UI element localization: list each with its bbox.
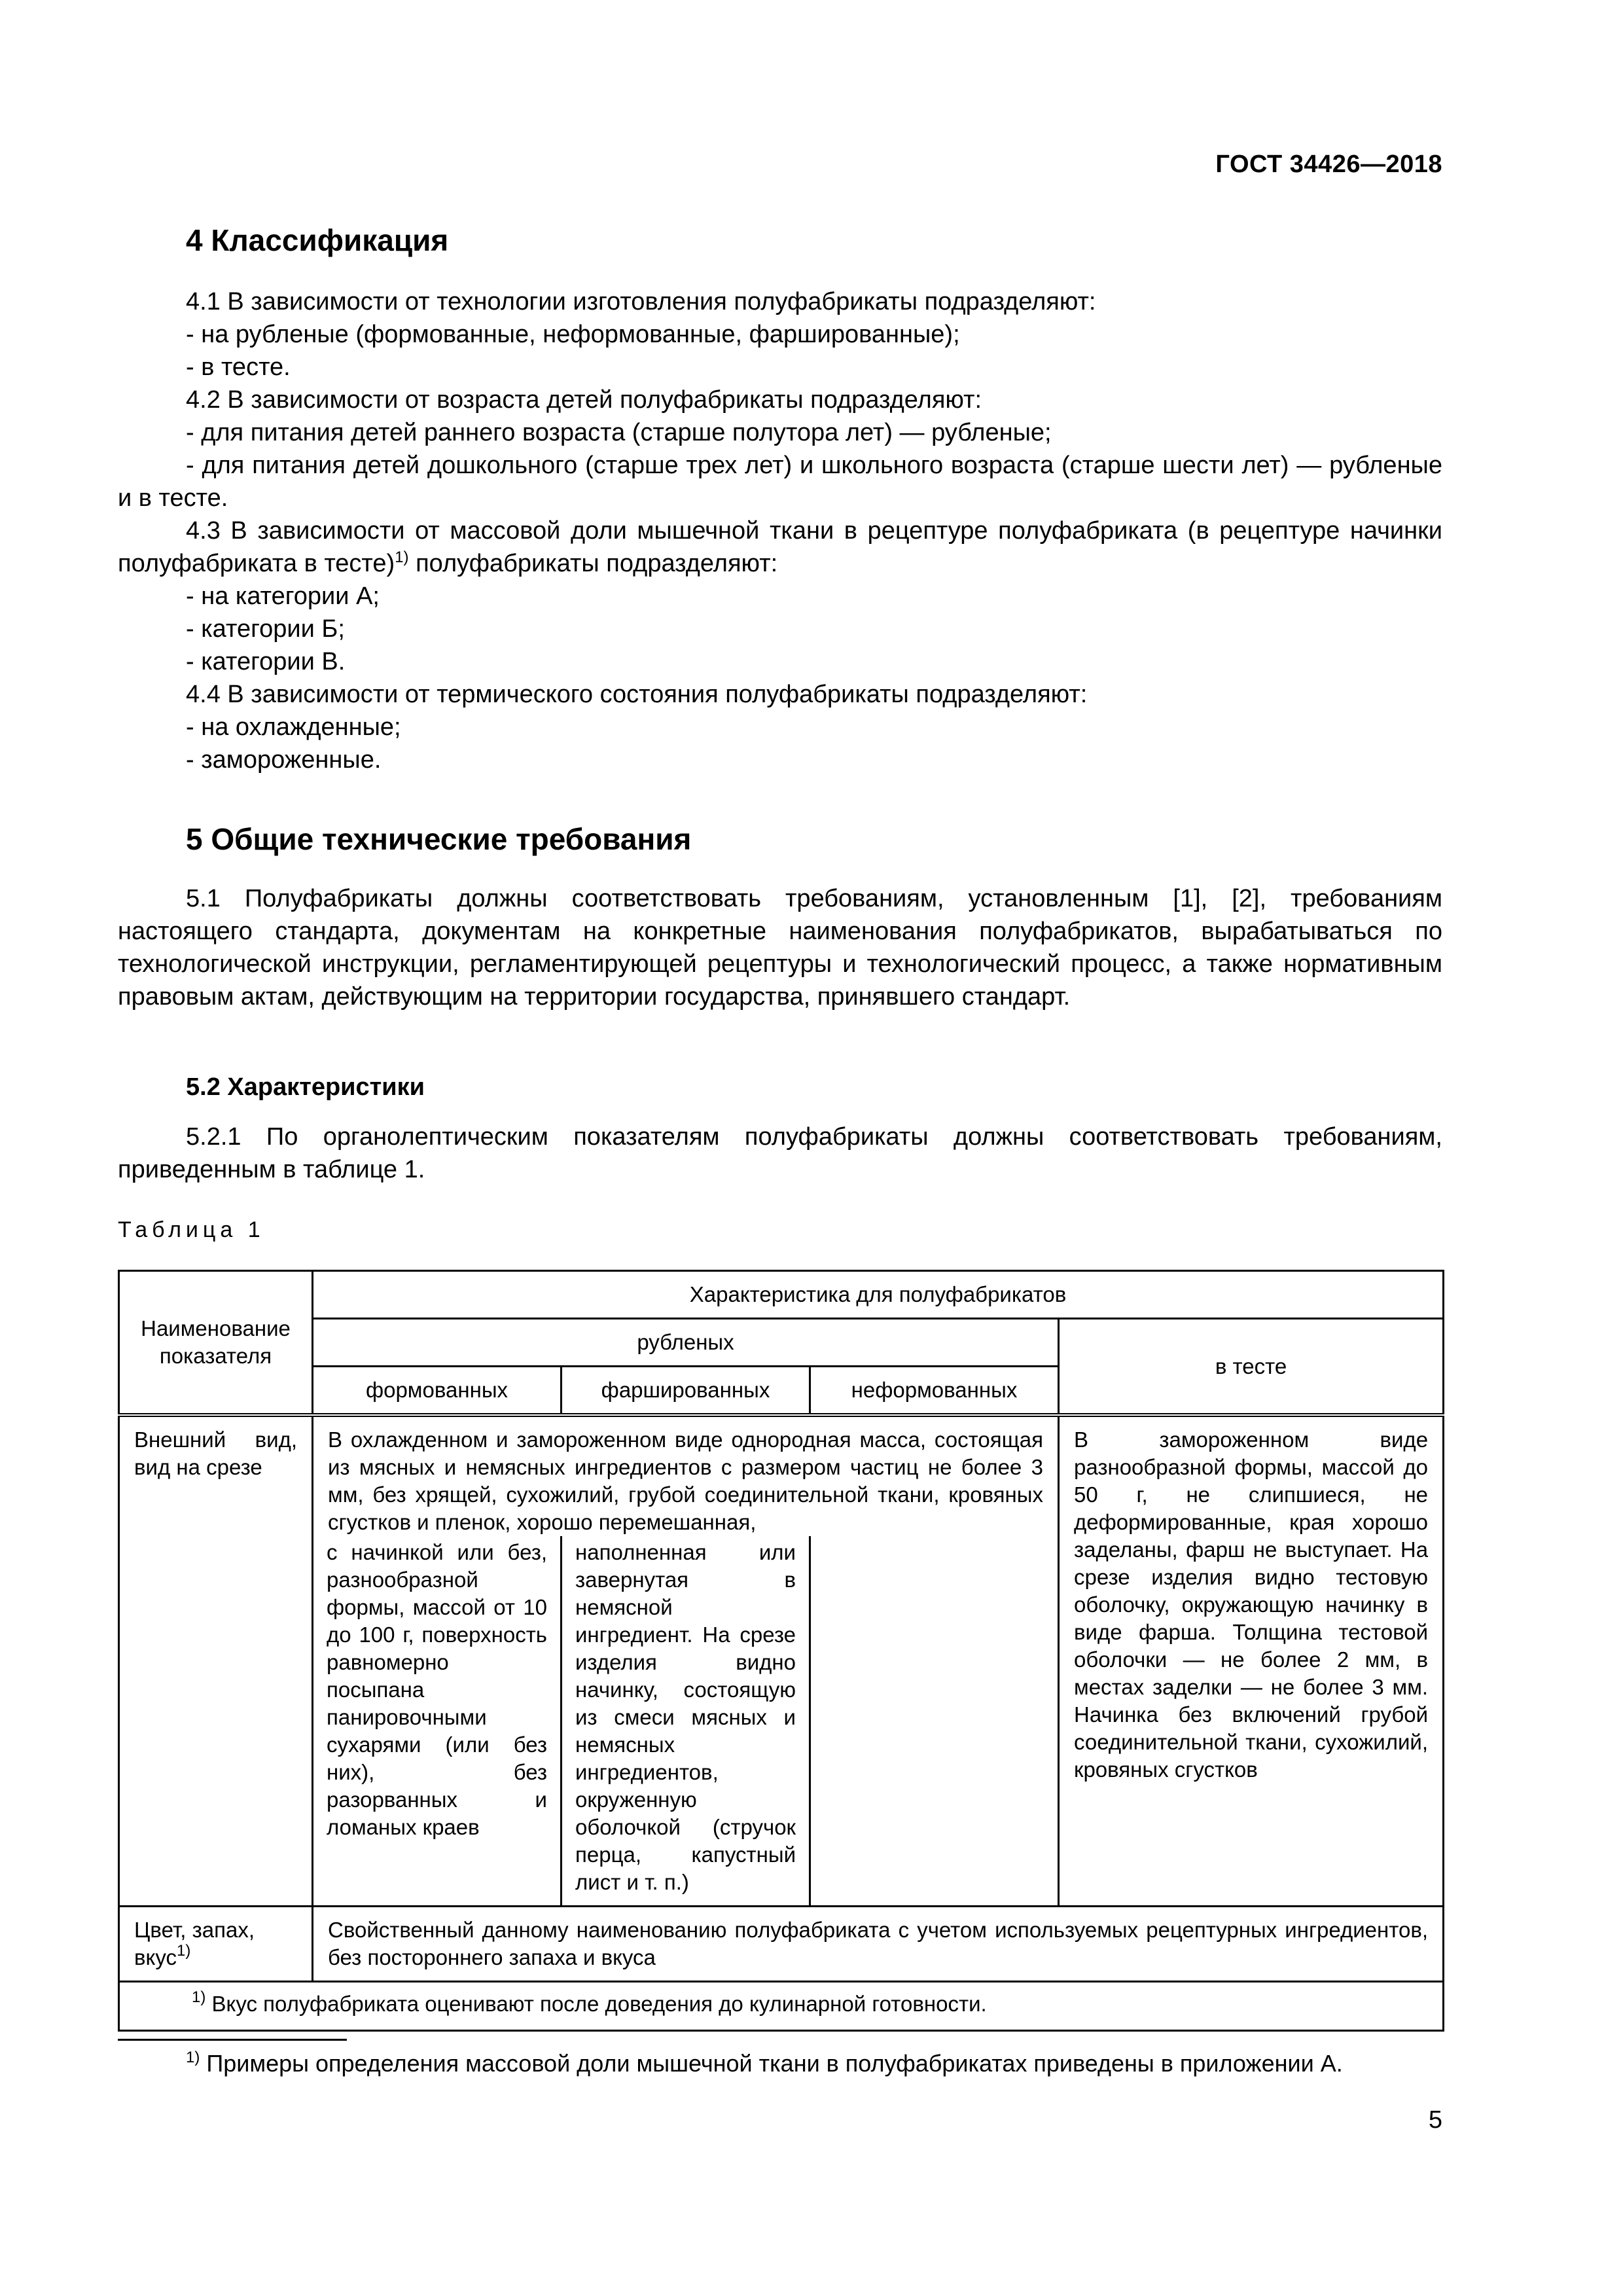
table-note-text: Вкус полуфабриката оценивают после доведения до кулинарной готовности.: [205, 1992, 987, 2016]
list-item: - категории В.: [186, 648, 346, 675]
page-footnote: [186, 2050, 1343, 2077]
table-note: [119, 1982, 1444, 2031]
row-appearance-chopped: [313, 1415, 1059, 1907]
header-chopped: рубленых: [313, 1319, 1059, 1367]
paragraph-5-1: [118, 882, 1442, 1013]
header-indicator-name: Наименование показателя: [119, 1271, 313, 1416]
section-5-title: 5 Общие технические требования: [186, 822, 692, 856]
table-caption: Таблица 1: [118, 1217, 265, 1242]
row-appearance-name: Внешний вид, вид на срезе: [119, 1415, 313, 1907]
row-appearance-dough: В замороженном виде разнообразной формы, массой до 50 г, не слипшиеся, не деформированные, края хорошо заделаны, фарш не выступает. На срезе изделия видно тестовую оболочку, окружающую начинку в виде фарша. Толщина тестовой оболочки — не более 2 мм, в местах заделки — не более 3 мм. Начинка без включений грубой соединительной ткани, сухожилий, кровяных сгустков: [1059, 1415, 1444, 1907]
paragraph-5-2-1: [118, 1121, 1442, 1186]
row-color-name-text: Цвет, запах, вкус: [134, 1918, 255, 1969]
row-color-name: [119, 1907, 313, 1982]
paragraph-4-3-tail: полуфабрикаты подразделяют:: [408, 550, 778, 577]
row-appearance-formed: с начинкой или без, разнообразной формы, массой от 10 до 100 г, поверхность равномерно посыпана панировочными сухарями (или без них), без разорванных и ломаных краев: [327, 1540, 547, 1839]
paragraph-5-1-text: 5.1 Полуфабрикаты должны соответствовать требованиям, установленным [1], [2], требованиям настоящего стандарта, документам на конкретные наименования полуфабрикатов, вырабатываться по технологической инструкции, регламентирующей рецептуры и технологический процесс, а также нормативным правовым актам, действующим на территории государства, принявшего стандарт.: [118, 885, 1442, 1011]
list-item: - для питания детей дошкольного (старше трех лет) и школьного возраста (старше шести лет) — рубленые и в тесте.: [118, 452, 1442, 512]
list-item: - на категории А;: [186, 583, 380, 610]
header-characteristic: Характеристика для полуфабрикатов: [313, 1271, 1444, 1319]
row-appearance-stuffed: наполненная или завернутая в немясной ингредиент. На срезе изделия видно начинку, состоящую из смеси мясных и немясных ингредиентов, окруженную оболочкой (стручок перца, капустный лист и т. п.): [560, 1536, 809, 1905]
footnote-ref: 1): [395, 548, 409, 566]
paragraph-5-2-1-text: 5.2.1 По органолептическим показателям полуфабрикаты должны соответствовать требованиям, приведенным в таблице 1.: [118, 1123, 1442, 1183]
table-1: [118, 1270, 1444, 2032]
row-color-text: Свойственный данному наименованию полуфабриката с учетом используемых рецептурных ингредиентов, без постороннего запаха и вкуса: [313, 1907, 1444, 1982]
footnote-separator: [118, 2039, 347, 2041]
page-number: 5: [1428, 2106, 1442, 2134]
list-item: - на охлажденные;: [186, 713, 401, 741]
paragraph-4-4: 4.4 В зависимости от термического состояния полуфабрикаты подразделяют:: [186, 681, 1088, 708]
header-in-dough: в тесте: [1059, 1319, 1444, 1416]
list-item: - для питания детей раннего возраста (старше полутора лет) — рубленые;: [186, 419, 1052, 446]
standard-number: ГОСТ 34426—2018: [1215, 151, 1442, 178]
section-4-body: [118, 285, 1442, 776]
paragraph-4-3-text: 4.3 В зависимости от массовой доли мышечной ткани в рецептуре полуфабриката (в рецептуре начинки полуфабриката в тесте): [118, 517, 1442, 577]
subsection-5-2-title: 5.2 Характеристики: [186, 1073, 425, 1101]
row-appearance-subcells: [313, 1536, 1058, 1905]
footnote-ref: 1): [186, 2049, 200, 2066]
table-row: [119, 1907, 1444, 1982]
list-item: - в тесте.: [186, 353, 291, 381]
list-item: - на рубленые (формованные, неформованные, фаршированные);: [186, 321, 960, 348]
list-item: - замороженные.: [186, 746, 382, 774]
page-footnote-text: Примеры определения массовой доли мышечной ткани в полуфабрикатах приведены в приложении А.: [200, 2050, 1343, 2077]
header-formed: формованных: [313, 1367, 562, 1416]
footnote-ref: 1): [192, 1988, 206, 2006]
section-4-title: 4 Классификация: [186, 223, 449, 257]
table-row: [119, 1415, 1444, 1907]
table-row: [119, 1982, 1444, 2031]
row-appearance-unformed: [809, 1536, 1058, 1905]
paragraph-4-2: 4.2 В зависимости от возраста детей полуфабрикаты подразделяют:: [186, 386, 982, 414]
header-unformed: неформованных: [810, 1367, 1059, 1416]
list-item: - категории Б;: [186, 615, 345, 643]
header-stuffed: фаршированных: [562, 1367, 810, 1416]
footnote-ref: 1): [176, 1942, 191, 1960]
row-appearance-common: В охлажденном и замороженном виде однородная масса, состоящая из мясных и немясных ингредиентов с размером частиц не более 3 мм, без хрящей, сухожилий, грубой соединительной ткани, кровяных сгустков и пленок, хорошо перемешанная,: [328, 1427, 1043, 1534]
paragraph-4-1: 4.1 В зависимости от технологии изготовления полуфабрикаты подразделяют:: [186, 288, 1096, 315]
paragraph-4-3: [118, 514, 1442, 580]
